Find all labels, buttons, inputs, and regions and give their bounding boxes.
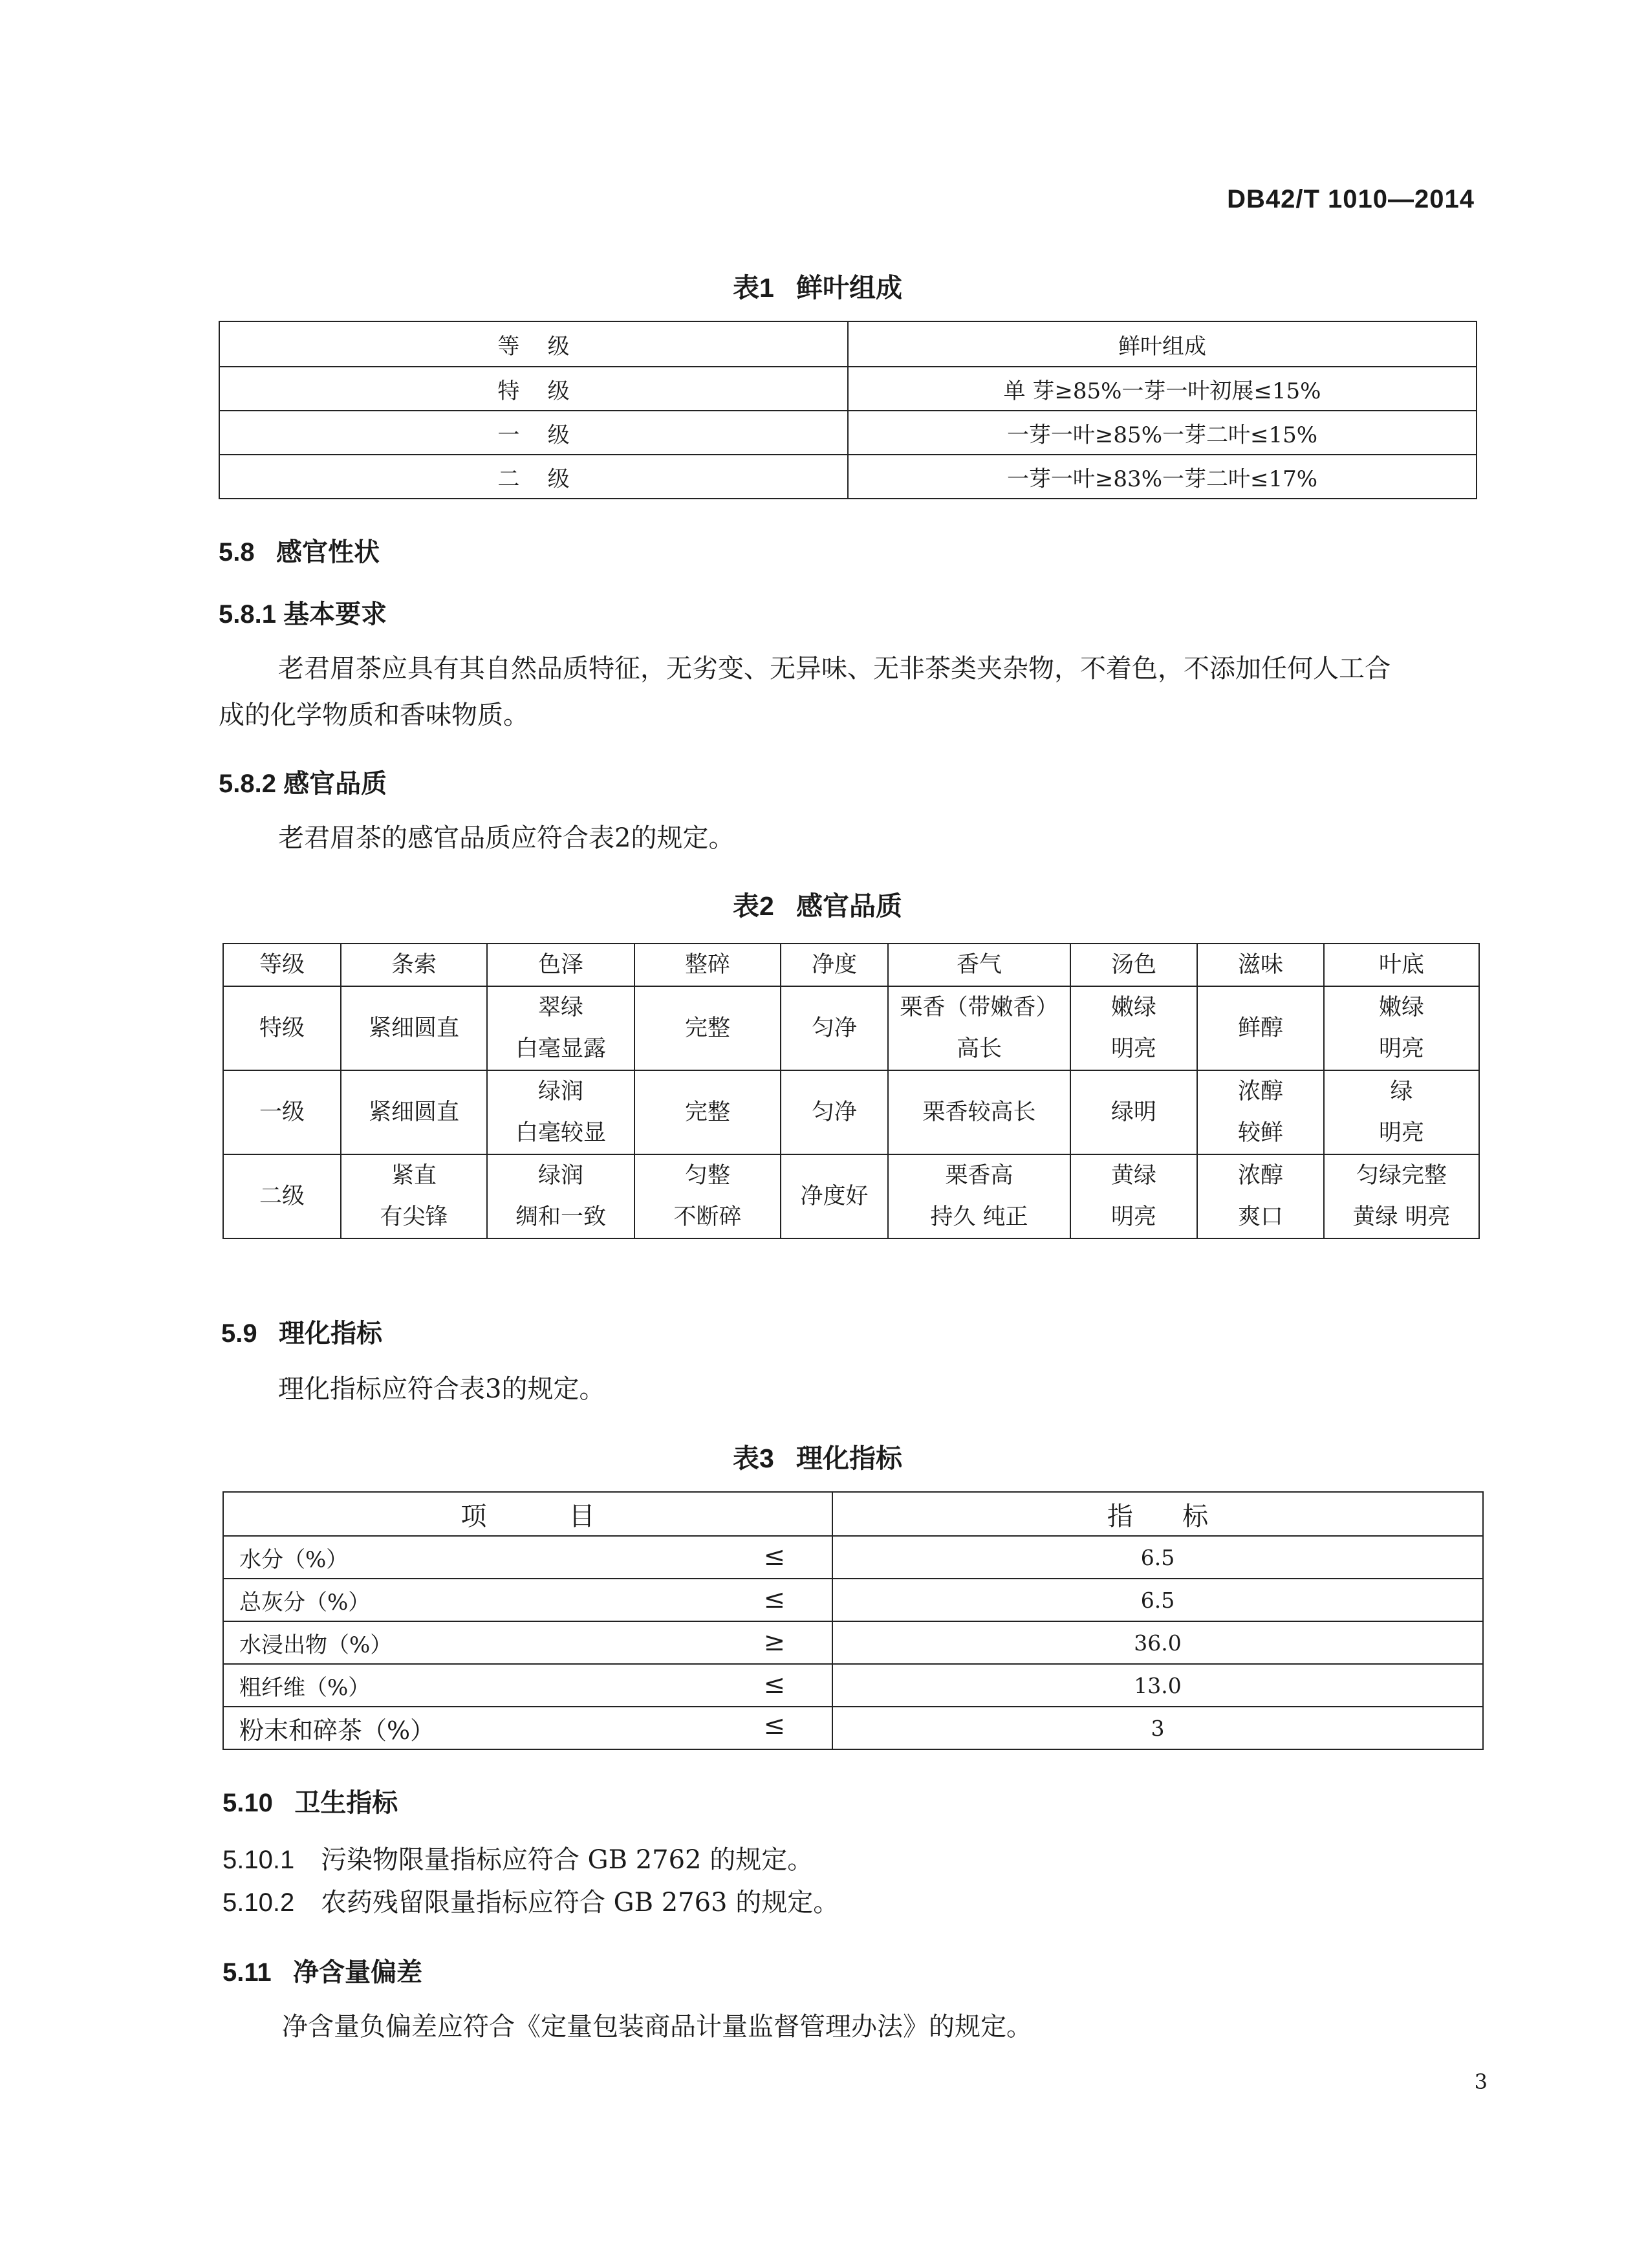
table2-grade: 特级 <box>223 986 341 1070</box>
table2-ziwei: 浓醇 爽口 <box>1197 1154 1324 1238</box>
table2-yedi: 绿 明亮 <box>1324 1070 1479 1154</box>
table2-header-row <box>223 944 1479 986</box>
table-row <box>223 1154 1479 1238</box>
table2-header-cell: 滋味 <box>1197 944 1324 986</box>
table-row <box>219 411 1477 455</box>
table3-value: 3 <box>832 1707 1483 1749</box>
table-row <box>223 1579 1483 1621</box>
item-label: 粉末和碎茶（%） <box>239 1716 435 1745</box>
table3-header-value: 指 标 <box>832 1492 1483 1536</box>
item-text: 农药残留限量指标应符合 GB 2763 的规定。 <box>320 1888 839 1917</box>
table2-yedi: 匀绿完整 黄绿 明亮 <box>1324 1154 1479 1238</box>
table2-caption: 表2 感官品质 <box>733 891 902 921</box>
comparison-symbol: ≤ <box>763 1541 785 1571</box>
section-5-9-paragraph: 理化指标应符合表3的规定。 <box>278 1374 605 1404</box>
table-row <box>223 1621 1483 1664</box>
section-5-10-2 <box>222 1879 839 1926</box>
table1-grade: 特 级 <box>219 367 848 411</box>
comparison-symbol: ≤ <box>763 1669 785 1700</box>
table2-jingdu: 匀净 <box>781 986 888 1070</box>
table-row <box>219 367 1477 411</box>
section-5-11-heading: 5.11 净含量偏差 <box>222 1958 422 1987</box>
table2-zhengsui: 完整 <box>634 1070 781 1154</box>
item-label: 总灰分（%） <box>239 1589 371 1615</box>
table-row <box>219 455 1477 499</box>
section-5-11-paragraph: 净含量负偏差应符合《定量包装商品计量监督管理办法》的规定。 <box>282 2012 1032 2042</box>
table3-caption: 表3 理化指标 <box>733 1443 902 1473</box>
comparison-symbol: ≤ <box>763 1584 785 1614</box>
table2-xiangqi: 栗香较高长 <box>888 1070 1070 1154</box>
table2-tangse: 黄绿 明亮 <box>1070 1154 1197 1238</box>
table3-item <box>223 1536 832 1579</box>
table2-header-cell: 整碎 <box>634 944 781 986</box>
table1-composition: 一芽一叶≥83%一芽二叶≤17% <box>848 455 1477 499</box>
table2-grade: 二级 <box>223 1154 341 1238</box>
table-row <box>223 1070 1479 1154</box>
table2-header-cell: 条索 <box>341 944 487 986</box>
table3-value: 36.0 <box>832 1621 1483 1664</box>
table3-item <box>223 1579 832 1621</box>
table3-value: 6.5 <box>832 1579 1483 1621</box>
table1-header-composition: 鲜叶组成 <box>848 321 1477 367</box>
item-label: 水浸出物（%） <box>239 1632 393 1658</box>
table1-grade: 一 级 <box>219 411 848 455</box>
table-row <box>223 986 1479 1070</box>
section-5-8-1-heading: 5.8.1 基本要求 <box>219 600 387 629</box>
table1-composition: 一芽一叶≥85%一芽二叶≤15% <box>848 411 1477 455</box>
table-row <box>223 1664 1483 1707</box>
table1-caption: 表1 鲜叶组成 <box>733 273 902 303</box>
table2-xiangqi: 栗香（带嫩香） 高长 <box>888 986 1070 1070</box>
table2-sez: 绿润 白毫较显 <box>487 1070 634 1154</box>
table2-ziwei: 鲜醇 <box>1197 986 1324 1070</box>
table2-header-cell: 汤色 <box>1070 944 1197 986</box>
item-number: 5.10.1 <box>222 1846 295 1874</box>
table2-zhengsui: 匀整 不断碎 <box>634 1154 781 1238</box>
table2-zhengsui: 完整 <box>634 986 781 1070</box>
table-row <box>223 1707 1483 1749</box>
standard-code: DB42/T 1010—2014 <box>1227 185 1475 213</box>
item-text: 污染物限量指标应符合 GB 2762 的规定。 <box>320 1845 814 1875</box>
table2-header-cell: 香气 <box>888 944 1070 986</box>
table2-jingdu: 匀净 <box>781 1070 888 1154</box>
section-5-8-1-paragraph-cont <box>219 692 529 739</box>
section-5-8-2-paragraph: 老君眉茶的感官品质应符合表2的规定。 <box>278 823 735 853</box>
comparison-symbol: ≥ <box>763 1626 785 1657</box>
item-label: 粗纤维（%） <box>239 1674 371 1701</box>
table2-sez: 绿润 绸和一致 <box>487 1154 634 1238</box>
table2-xiangqi: 栗香高 持久 纯正 <box>888 1154 1070 1238</box>
table1 <box>219 321 1477 499</box>
table2-ziwei: 浓醇 较鲜 <box>1197 1070 1324 1154</box>
section-5-9-heading: 5.9 理化指标 <box>221 1319 382 1348</box>
section-5-8-heading: 5.8 感官性状 <box>219 538 380 567</box>
table3-value: 13.0 <box>832 1664 1483 1707</box>
table1-header-row <box>219 321 1477 367</box>
paragraph-line: 成的化学物质和香味物质。 <box>219 700 529 730</box>
section-5-8-2-heading: 5.8.2 感官品质 <box>219 770 387 798</box>
table2-tangse: 绿明 <box>1070 1070 1197 1154</box>
table3-item <box>223 1707 832 1749</box>
table1-composition: 单 芽≥85%一芽一叶初展≤15% <box>848 367 1477 411</box>
section-5-10-1 <box>222 1837 813 1883</box>
table3 <box>222 1491 1484 1750</box>
table1-grade: 二 级 <box>219 455 848 499</box>
table-row <box>223 1536 1483 1579</box>
item-label: 水分（%） <box>239 1546 349 1573</box>
comparison-symbol: ≤ <box>763 1710 785 1740</box>
table2-sez: 翠绿 白毫显露 <box>487 986 634 1070</box>
table2-jingdu: 净度好 <box>781 1154 888 1238</box>
table3-item <box>223 1621 832 1664</box>
table2-header-cell: 等级 <box>223 944 341 986</box>
table3-item <box>223 1664 832 1707</box>
table2-tiaosuo: 紧细圆直 <box>341 986 487 1070</box>
table2-header-cell: 净度 <box>781 944 888 986</box>
paragraph-line: 老君眉茶应具有其自然品质特征，无劣变、无异味、无非茶类夹杂物，不着色，不添加任何人工合 <box>278 654 1391 684</box>
table2-tiaosuo: 紧直 有尖锋 <box>341 1154 487 1238</box>
section-5-10-heading: 5.10 卫生指标 <box>222 1789 398 1817</box>
table3-header-item: 项 目 <box>223 1492 832 1536</box>
section-5-8-1-paragraph <box>278 645 1391 692</box>
table1-header-grade: 等 级 <box>219 321 848 367</box>
table3-value: 6.5 <box>832 1536 1483 1579</box>
table2-tiaosuo: 紧细圆直 <box>341 1070 487 1154</box>
table2-grade: 一级 <box>223 1070 341 1154</box>
table2-header-cell: 色泽 <box>487 944 634 986</box>
table3-header-row <box>223 1492 1483 1536</box>
table2 <box>222 943 1480 1239</box>
page-number: 3 <box>1474 2069 1488 2094</box>
table2-tangse: 嫩绿 明亮 <box>1070 986 1197 1070</box>
item-number: 5.10.2 <box>222 1888 295 1917</box>
table2-yedi: 嫩绿 明亮 <box>1324 986 1479 1070</box>
table2-header-cell: 叶底 <box>1324 944 1479 986</box>
